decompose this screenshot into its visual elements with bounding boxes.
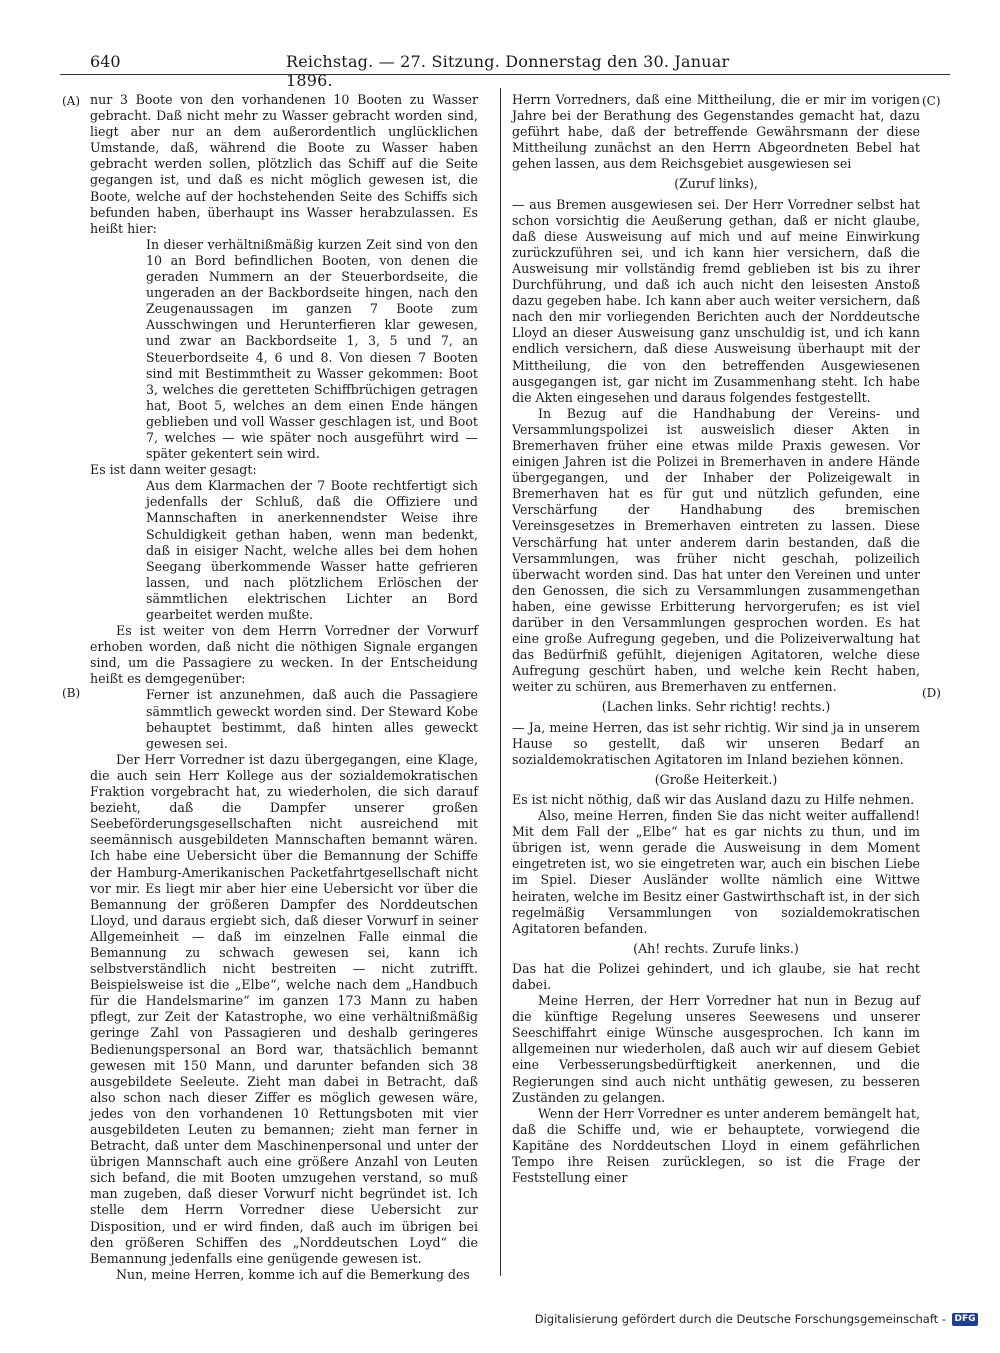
paragraph: Der Herr Vorredner ist dazu übergegangen, eine Klage, die auch sein Herr Kollege aus der sozialdemokratischen Fraktion vorgebracht hat, zu wiederholen, die sich darauf bezieht, daß die Dampfer unserer großen Seebeförderungsgesellschaften nicht ausreichend mit seemännisch ausgebildeten Mannschaften bemannt wären. Ich habe eine Uebersicht über die Bemannung der Schiffe der Hamburg-Amerikanischen Packetfahrtgesellschaft nicht vor mir. Es liegt mir aber hier eine Uebersicht vor über die Bemannung der größeren Dampfer des Norddeutschen Lloyd, und daraus ergiebt sich, daß dieser Vorwurf in seiner Allgemeinheit — daß im einzelnen Falle einmal die Bemannung zu schwach gewesen sei, kann ich selbstverständlich nicht bestreiten — nicht zutrifft. Beispielsweise ist die „Elbe“, welche nach dem „Handbuch für die Handelsmarine“ im ganzen 173 Mann zu haben pflegt, zur Zeit der Katastrophe, wo eine verhältnißmäßig geringe Zahl von Passagieren und deshalb geringeres Bedienungspersonal an Bord war, thatsächlich bemannt gewesen mit 150 Mann, und darunter befanden sich 38 ausgebildete Seeleute. Zieht man dabei in Betracht, daß also schon nach dieser Ziffer es möglich gewesen wäre, jedes von den vorhandenen 10 Rettungsboten mit vier ausgebildeten Leuten zu bemannen; zieht man ferner in Betracht, daß unter dem Maschinenpersonal und unter der übrigen Mannschaft auch eine größere Anzahl von Leuten sich befand, die mit Booten umzugehen verstand, so muß man zugeben, daß dieser Vorwurf nicht begründet ist. Ich stelle dem Herrn Vorredner diese Uebersicht zur Disposition, und er wird finden, daß auch im übrigen bei den größeren Schiffen des „Norddeutschen Loyd“ die Bemannung jedenfalls eine genügende gewesen ist. [90, 751, 478, 1266]
paragraph: Meine Herren, der Herr Vorredner hat nun in Bezug auf die künftige Regelung unseres Seewesens und unserer Seeschiffahrt einige Wünsche ausgesprochen. Ich kann im allgemeinen nur wiederholen, daß auch wir auf diesem Gebiet eine Verbesserungsbedürftigkeit anerkennen, und die Regierungen sind auch nicht unthätig gewesen, zu besseren Zuständen zu gelangen. [512, 993, 920, 1105]
paragraph: Das hat die Polizei gehindert, und ich glaube, sie hat recht dabei. [512, 960, 920, 992]
paragraph: Herrn Vorredners, daß eine Mittheilung, die er mir im vorigen Jahre bei der Berathung des Gegenstandes gemacht hat, dazu geführt habe, daß der betreffende Gewährsmann der diese Mittheilung zunächst an den Herrn Abgeordneten Bebel hat gehen lassen, aus dem Reichsgebiet ausgewiesen sei [512, 92, 920, 172]
paragraph: — aus Bremen ausgewiesen sei. Der Herr Vorredner selbst hat schon vorsichtig die Aeußerung gethan, daß er nicht glaube, daß diese Ausweisung auf mich und auf meine Einwirkung zurückzuführen sei, und ich kann hier versichern, daß die Ausweisung mir vollständig fremd geblieben ist bis zu ihrer Durchführung, und daß ich auch nicht den leisesten Anstoß dazu gegeben habe. Ich kann aber auch weiter versichern, daß nach den mir vorliegenden Berichten auch der Norddeutsche Lloyd an dieser Ausweisung ganz unschuldig ist, und ich kann endlich versichern, daß diese Ausweisung überhaupt mit der Mittheilung, die von den betreffenden Ausgewiesenen ausgegangen ist, gar nicht im Zusammenhang steht. Ich habe die Akten eingesehen und daraus folgendes festgestellt. [512, 196, 920, 405]
interjection: (Zuruf links), [674, 176, 758, 192]
right-column [512, 92, 920, 1186]
paragraph: Wenn der Herr Vorredner es unter anderem bemängelt hat, daß die Schiffe und, wie er behauptete, vorwiegend die Kapitäne des Norddeutschen Lloyd in einem gefährlichen Tempo ihre Reisen zurücklegen, so ist die Frage der Feststellung einer [512, 1105, 920, 1186]
paragraph: nur 3 Boote von den vorhandenen 10 Booten zu Wasser gebracht. Daß nicht mehr zu Wasser gebracht worden sind, liegt aber nur an dem außerordentlich unglücklichen Umstande, daß, während die Boote zu Wasser haben gebracht werden sollen, plötzlich das Schiff auf die Seite gegangen ist, und daß es nicht möglich gewesen ist, die Boote, welche auf der hochstehenden Seite des Schiffs sich befunden haben, überhaupt ins Wasser herabzulassen. Es heißt hier: [90, 92, 478, 236]
block-quote: Ferner ist anzunehmen, daß auch die Passagiere sämmtlich geweckt worden sind. Der Steward Kobe behauptet bestimmt, daß hinten alles geweckt gewesen sei. [146, 687, 478, 751]
footer-text: Digitalisierung gefördert durch die Deutsche Forschungsgemeinschaft - [534, 1312, 946, 1326]
interjection: (Ah! rechts. Zurufe links.) [633, 940, 799, 956]
paragraph: Also, meine Herren, finden Sie das nicht weiter auffallend! Mit dem Fall der „Elbe“ hat es gar nichts zu thun, und im übrigen ist, wenn gerade die Ausweisung in dem Moment eingetreten ist, wo sie eingetreten war, auch ein bischen Liebe im Spiel. Dieser Ausländer wollte nämlich eine Wittwe heiraten, welche im Besitz einer Gastwirthschaft ist, in der sich regelmäßig Versammlungen von sozialdemokratischen Agitatoren befanden. [512, 808, 920, 936]
page-header [90, 50, 730, 90]
margin-marker-a: (A) [62, 94, 81, 108]
paragraph: — Ja, meine Herren, das ist sehr richtig. Wir sind ja in unserem Hause so gestellt, daß wir unseren Bedarf an sozialdemokratischen Agitatoren im Inland beziehen können. [512, 719, 920, 767]
paragraph: Nun, meine Herren, komme ich auf die Bemerkung des [116, 1266, 470, 1282]
paragraph: Es ist dann weiter gesagt: [90, 462, 257, 478]
interjection: (Große Heiterkeit.) [654, 771, 778, 787]
margin-marker-d: (D) [922, 686, 941, 700]
interjection: (Lachen links. Sehr richtig! rechts.) [601, 699, 831, 715]
paragraph: In Bezug auf die Handhabung der Vereins- und Versammlungspolizei ist ausweislich dieser Akten in Bremerhaven früher eine etwas milde Praxis gewesen. Vor einigen Jahren ist die Polizei in Bremerhaven in andere Hände übergegangen, und der Inhaber der Polizeigewalt in Bremerhaven hat es für gut und nützlich gefunden, eine Verschärfung der Handhabung des bremischen Vereinsgesetzes in Bremerhaven eintreten zu lassen. Diese Verschärfung hat unter anderem darin bestanden, daß die Versammlungen, was früher nicht geschah, polizeilich überwacht worden sind. Das hat unter den Vereinen und unter den Genossen, die sich zu Versammlungen zusammengethan haben, eine gewisse Erbitterung hervorgerufen; es ist viel darüber in den Versammlungen gesprochen worden. Es hat eine große Aufregung gegeben, und die Polizeiverwaltung hat das Bedürfniß gefühlt, diejenigen Agitatoren, welche diese Aufregung geschürt haben, und welche kein Recht haben, weiter zu schüren, aus Bremerhaven zu entfernen. [512, 405, 920, 695]
header-rule [60, 74, 950, 75]
margin-marker-b: (B) [62, 686, 81, 700]
page-number: 640 [90, 52, 121, 71]
left-column [90, 92, 478, 1283]
digitization-footer [535, 1312, 978, 1326]
dfg-logo-icon: DFG [952, 1313, 978, 1326]
margin-marker-c: (C) [922, 94, 941, 108]
block-quote: Aus dem Klarmachen der 7 Boote rechtfertigt sich jedenfalls der Schluß, daß die Offiziere und Mannschaften in anerkennendster Weise ihre Schuldigkeit gethan haben, wenn man bedenkt, daß in eisiger Nacht, welche alles bei dem hohen Seegang überkommende Wasser hatte gefrieren lassen, und nach plötzlichem Erlöschen der sämmtlichen elektrischen Lichter an Bord gearbeitet werden mußte. [146, 478, 478, 622]
column-divider [500, 88, 501, 1276]
running-title: Reichstag. — 27. Sitzung. Donnerstag den 30. Januar 1896. [286, 52, 730, 90]
paragraph: Es ist nicht nöthig, daß wir das Ausland dazu zu Hilfe nehmen. [512, 791, 915, 807]
block-quote: In dieser verhältnißmäßig kurzen Zeit sind von den 10 an Bord befindlichen Booten, von denen die geraden Nummern an der Steuerbordseite, die ungeraden an der Backbordseite hingen, nach den Zeugenaussagen im ganzen 7 Boote zum Ausschwingen und Herunterfieren klar gewesen, und zwar an Backbordseite 1, 3, 5 und 7, an Steuerbordseite 4, 6 und 8. Von diesen 7 Booten sind mit Bestimmtheit zu Wasser gekommen: Boot 3, welches die geretteten Schiffbrüchigen getragen hat, Boot 5, welches an dem einen Ende hängen geblieben und voll Wasser geschlagen ist, und Boot 7, welches — wie später noch ausgeführt wird — später gekentert sein wird. [146, 236, 478, 462]
paragraph: Es ist weiter von dem Herrn Vorredner der Vorwurf erhoben worden, daß nicht die nöthigen Signale ergangen sind, um die Passagiere zu wecken. In der Entscheidung heißt es demgegenüber: [90, 623, 478, 687]
